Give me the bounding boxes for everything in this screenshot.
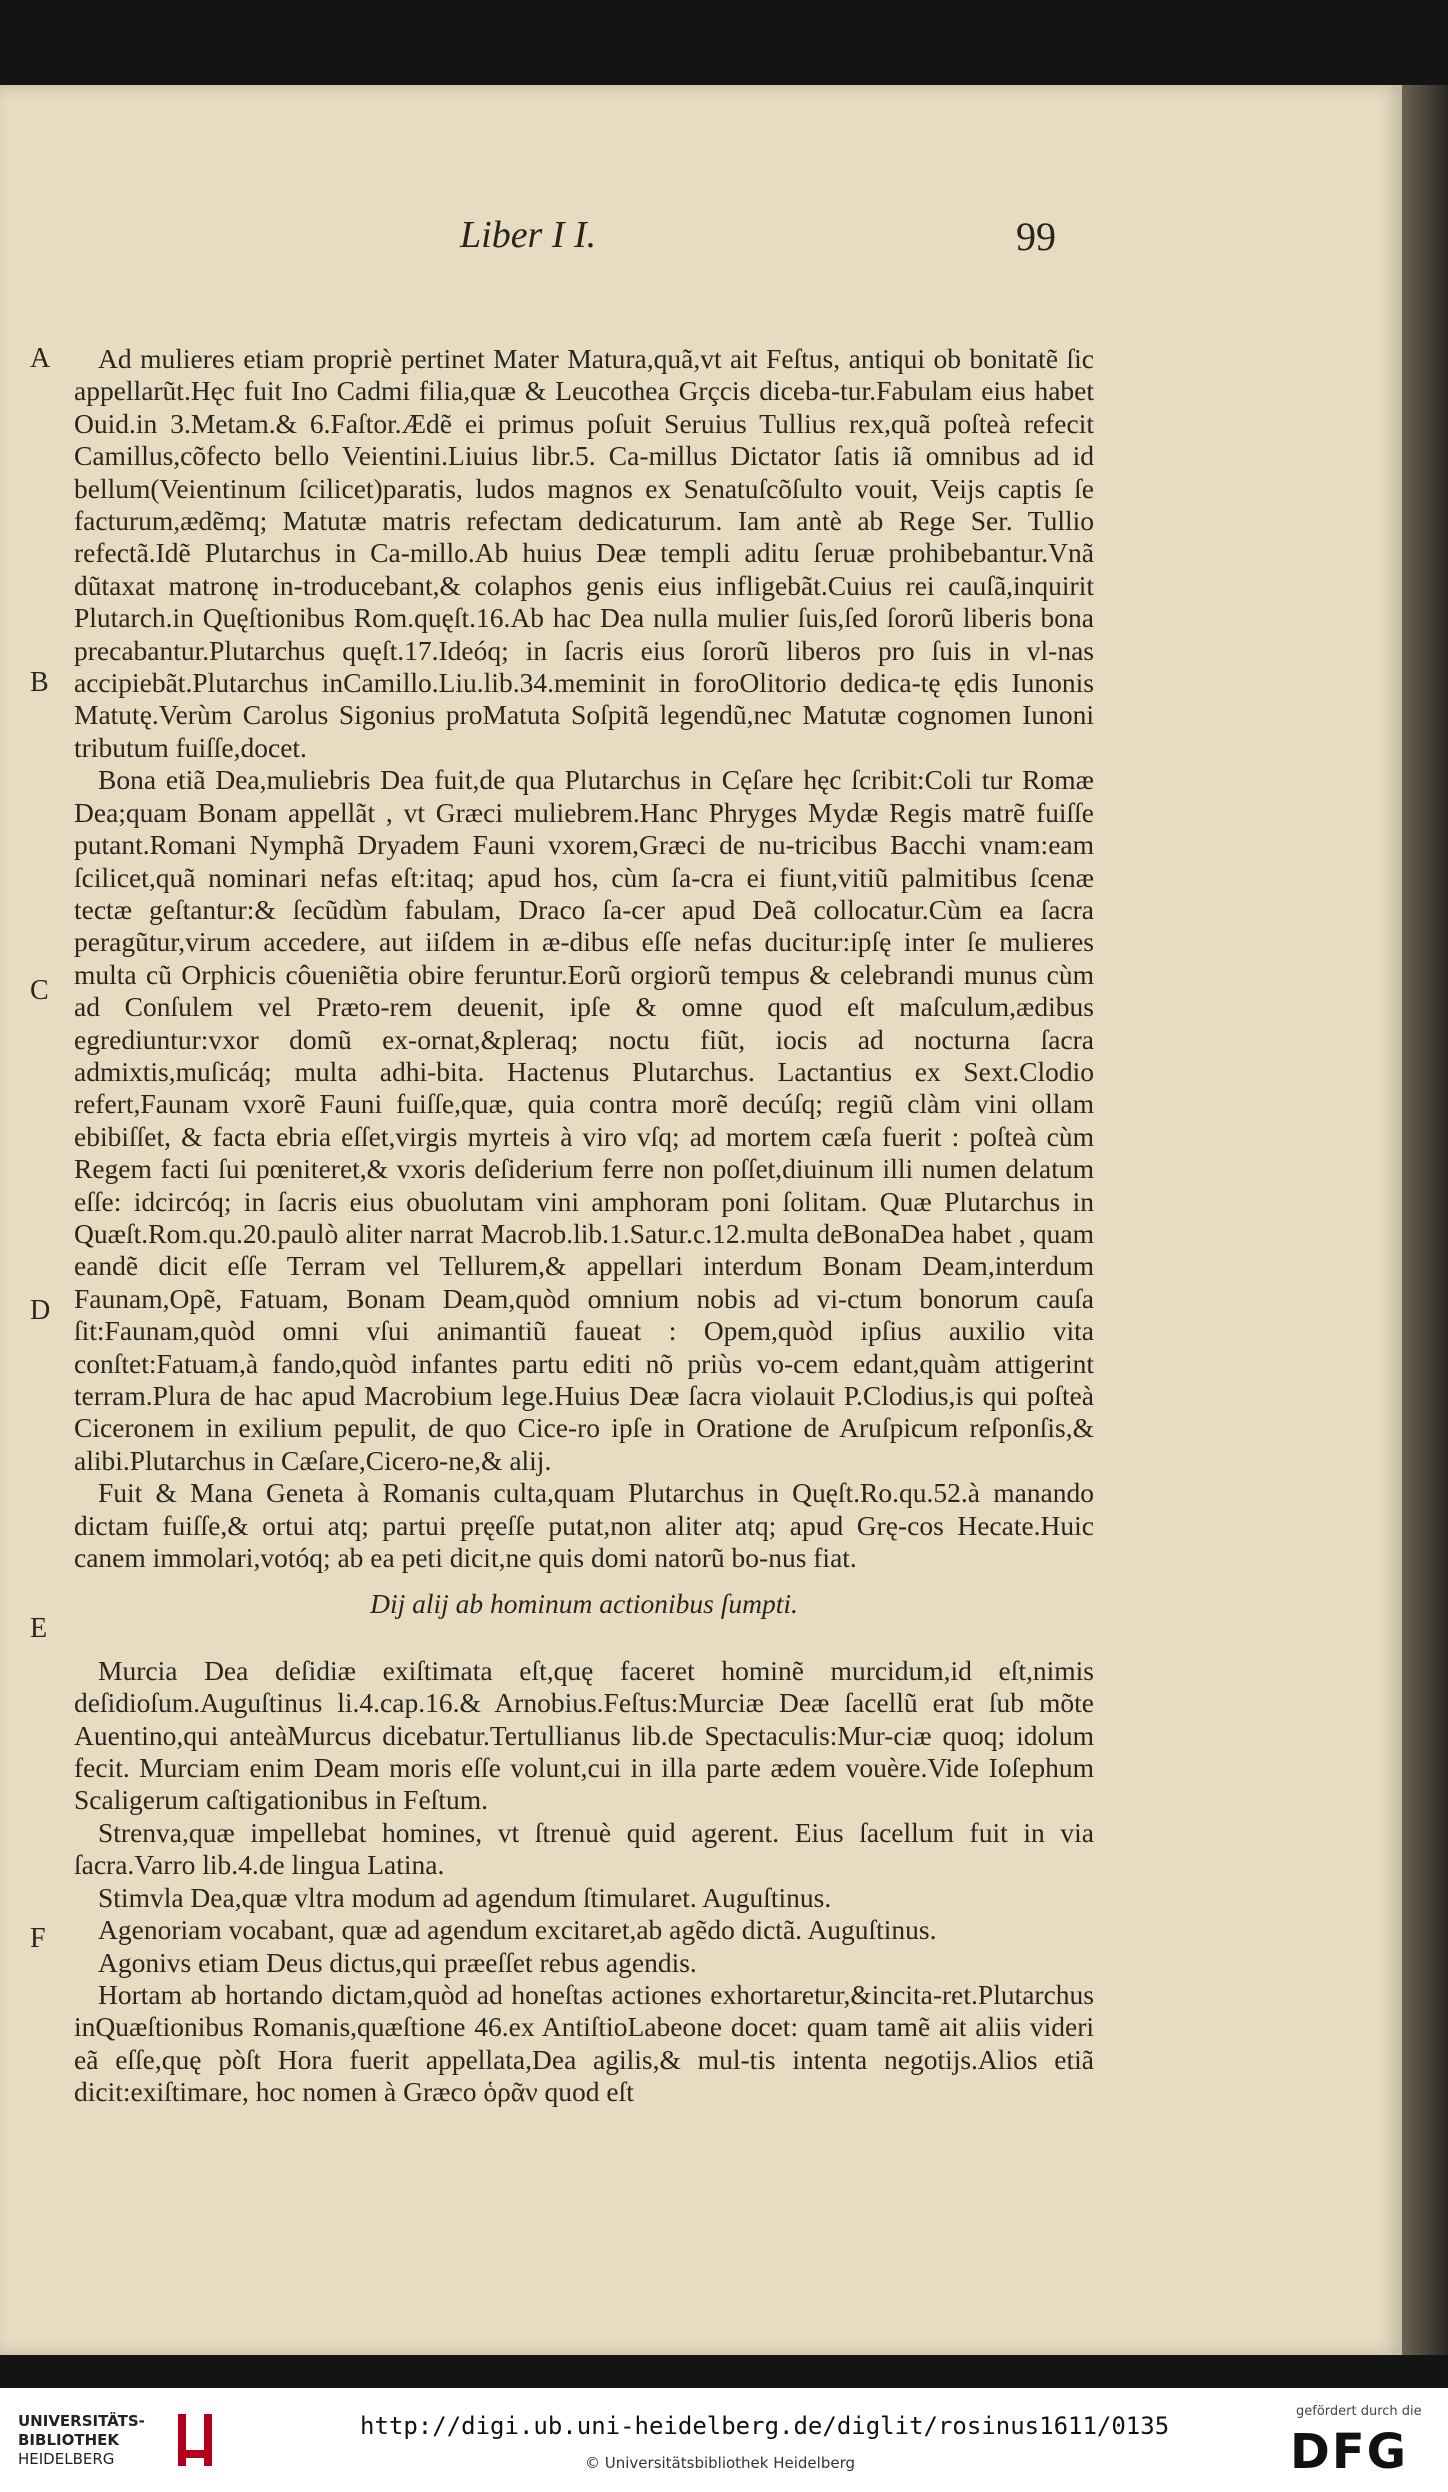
margin-letter-a: A — [30, 343, 51, 374]
margin-letter-c: C — [30, 975, 49, 1006]
paragraph-murcia: Murcia Dea deſidiæ exiſtimata eſt,quę faceret hominẽ murcidum,id eſt,nimis deſidioſum.Auguſtinus li.4.cap.16.& Arnobius.Feſtus:Murciæ Deæ ſacellũ erat ſub mõte Auentino,qui anteàMurcus dicebatur.Tertullianus lib.de Spectaculis:Mur-ciæ quoq; idolum fecit. Murciam enim Deam moris eſſe volunt,cui in illa parte ædem vouère.Vide Ioſephum Scaligerum caſtigationibus in Feſtum. — [74, 1654, 1094, 1816]
funding-label: gefördert durch die — [1296, 2404, 1422, 2419]
margin-letter-e: E — [30, 1613, 48, 1644]
running-title: Liber I I. — [460, 214, 597, 256]
permalink-url[interactable]: http://digi.ub.uni-heidelberg.de/diglit/rosinus1611/0135 — [360, 2412, 1170, 2440]
paragraph-mater-matuta: Ad mulieres etiam propriè pertinet Mater Matura,quã,vt ait Feſtus, antiqui ob bonitatẽ ſic appellarũt.Hęc fuit Ino Cadmi filia,quæ & Leucothea Grçcis diceba-tur.Fabulam eius habet Ouid.in 3.Metam.& 6.Faſtor.Ædẽ ei primus poſuit Seruius Tullius rex,quã poſteà refecit Camillus,cõfecto bello Veientini.Liuius libr.5. Ca-millus Dictator ſatis iã omnibus ad id bellum(Veientinum ſcilicet)paratis, ludos magnos ex Senatuſcõſulto vouit, Veijs captis ſe facturum,ædẽmq; Matutæ matris refectam dedicaturum. Iam antè ab Rege Ser. Tullio refectã.Idẽ Plutarchus in Ca-millo.Ab huius Deæ templi aditu ſeruæ prohibebantur.Vnã dũtaxat matronę in-troducebant,& colaphos genis eius infligebãt.Cuius rei cauſã,inquirit Plutarch.in Quęſtionibus Rom.quęſt.16.Ab hac Dea nulla mulier ſuis,ſed ſororũ liberis bona precabantur.Plutarchus quęſt.17.Ideóq; in ſacris eius ſororũ liberos pro ſuis in vl-nas accipiebãt.Plutarchus inCamillo.Liu.lib.34.meminit in foroOlitorio dedica-tę ędis Iunonis Matutę.Verùm Carolus Sigonius proMatuta Soſpitã legendũ,nec Matutæ cognomen Iunoni tributum fuiſſe,docet. — [74, 343, 1094, 763]
margin-letter-d: D — [30, 1295, 51, 1326]
margin-letter-b: B — [30, 667, 49, 698]
margin-letter-f: F — [30, 1923, 46, 1954]
paragraph-horta: Hortam ab hortando dictam,quòd ad honeſtas actiones exhortaretur,&incita-ret.Plutarchus inQuæſtionibus Romanis,quæſtione 46.ex AntiſtioLabeone docet: quam tamẽ ait aliis videri eã eſſe,quę pòſt Hora fuerit appellata,Dea agilis,& mul-tis intenta negotijs.Alios etiã dicit:exiſtimare, hoc nomen à Græco ὁρᾶν quod eſt — [74, 1978, 1094, 2108]
page-edge-shadow — [1402, 85, 1448, 2355]
library-name-line3: HEIDELBERG — [18, 2450, 115, 2468]
library-name-line1: UNIVERSITÄTS- — [18, 2412, 145, 2430]
library-name-line2: BIBLIOTHEK — [18, 2431, 119, 2449]
paragraph-stimula: Stimvla Dea,quæ vltra modum ad agendum ſtimularet. Auguſtinus. — [98, 1881, 832, 1913]
paragraph-strenua: Strenva,quæ impellebat homines, vt ſtrenuè quid agerent. Eius ſacellum fuit in via ſacra.Varro lib.4.de lingua Latina. — [74, 1816, 1094, 1881]
viewer-footer — [0, 2388, 1448, 2492]
section-heading: Dij alij ab hominum actionibus ſumpti. — [370, 1588, 798, 1620]
paragraph-agonius: Agonivs etiam Deus dictus,qui præeſſet rebus agendis. — [98, 1946, 697, 1978]
page-number: 99 — [1016, 214, 1056, 259]
running-head — [0, 213, 1402, 273]
copyright-notice: © Universitätsbibliothek Heidelberg — [585, 2454, 856, 2472]
body-text — [74, 343, 1094, 2109]
book-page — [0, 85, 1402, 2355]
paragraph-bona-dea: Bona etiã Dea,muliebris Dea fuit,de qua Plutarchus in Cęſare hęc ſcribit:Coli tur Romæ Dea;quam Bonam appellãt , vt Græci muliebrem.Hanc Phryges Mydæ Regis matrẽ fuiſſe putant.Romani Nymphã Dryadem Fauni vxorem,Græci de nu-tricibus Bacchi vnam:eam ſcilicet,quã nominari nefas eſt:itaq; apud hos, cùm ſa-cra ei fiunt,vitiũ palmitibus ſcenæ tectæ geſtantur:& ſecũdùm fabulam, Draco ſa-cer apud Deã collocatur.Cùm ea ſacra peragũtur,virum accedere, aut iiſdem in æ-dibus eſſe nefas ducitur:ipſę inter ſe mulieres multa cũ Orphicis côueniẽtia obire feruntur.Eorũ orgiorũ tempus & celebrandi munus cùm ad Conſulem vel Præto-rem deuenit, ipſe & omne quod eſt maſculum,ædibus egrediuntur:vxor domũ ex-ornat,&pleraq; noctu fiũt, iocis ad nocturna ſacra admixtis,muſicáq; multa adhi-bita. Hactenus Plutarchus. Lactantius ex Sext.Clodio refert,Faunam vxorẽ Fauni fuiſſe,quæ, quia contra morẽ decúſq; regiũ clàm vini ollam ebibiſſet, & facta ebria eſſet,virgis myrteis à viro vſq; ad mortem cæſa fuerit : poſteà cùm Regem facti ſui pœniteret,& vxoris deſiderium ferre non poſſet,diuinum illi numen delatum eſſe: idcircóq; in ſacris eius obuolutam vini amphoram poni ſolitam. Quæ Plutarchus in Quæſt.Rom.qu.20.paulò aliter narrat Macrob.lib.1.Satur.c.12.multa deBonaDea habet , quam eandẽ dicit eſſe Terram vel Tellurem,& appellari interdum Bonam Deam,interdum Faunam,Opẽ, Fatuam, Bonam Deam,quòd omnium nobis ad vi-ctum bonorum cauſa ſit:Faunam,quòd omni vſui animantiũ faueat : Opem,quòd ipſius auxilio vita conſtet:Fatuam,à fando,quòd infantes partu editi nõ priùs vo-cem edant,quàm attigerint terram.Plura de hac apud Macrobium lege.Huius Deæ ſacra violauit P.Clodius,is qui poſteà Ciceronem in exilium pepulit, de quo Cice-ro ipſe in Oratione de Aruſpicum reſponſis,& alibi.Plutarchus in Cæſare,Cicero-ne,& alij. — [74, 764, 1094, 1476]
library-sigil-icon — [174, 2410, 220, 2470]
paragraph-mana-geneta: Fuit & Mana Geneta à Romanis culta,quam Plutarchus in Quęſt.Ro.qu.52.à manando dictam fuiſſe,& ortui atq; partui pręeſſe putat,non aliter atq; apud Grę-cos Hecate.Huic canem immolari,votóq; ab ea peti dicit,ne quis domi natorũ bo-nus fiat. — [74, 1477, 1094, 1574]
paragraph-agenoria: Agenoriam vocabant, quæ ad agendum excitaret,ab agẽdo dictã. Auguſtinus. — [98, 1914, 937, 1946]
dfg-logo[interactable]: DFG — [1290, 2424, 1409, 2480]
